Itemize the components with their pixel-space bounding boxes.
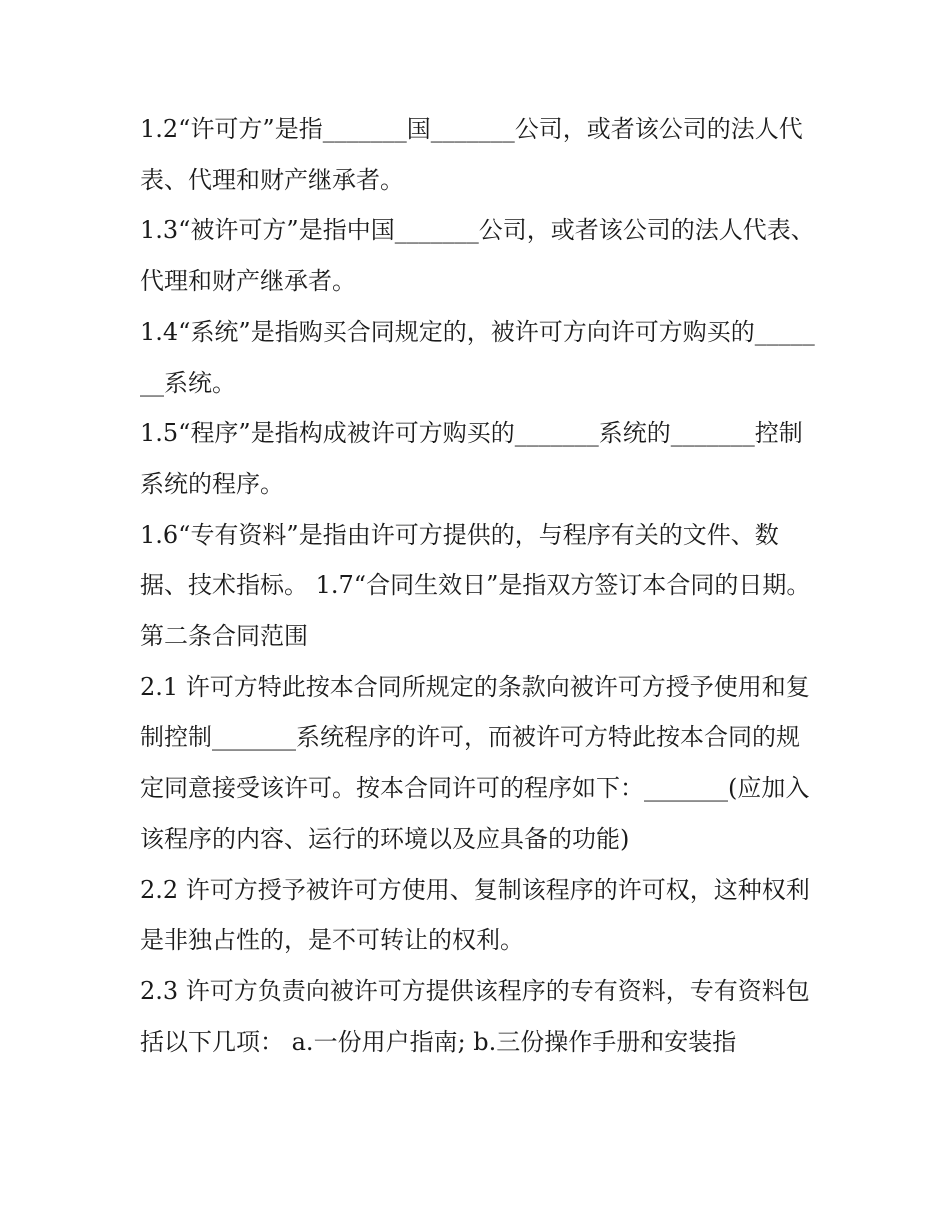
document-body — [140, 104, 820, 1067]
clause-1-2: 1.2“许可方”是指_______国_______公司，或者该公司的法人代表、代理和财产继承者。 — [140, 115, 803, 194]
clause-1-4: 1.4“系统”是指购买合同规定的，被许可方向许可方购买的_______系统。 — [140, 317, 815, 397]
clause-2-1: 2.1 许可方特此按本合同所规定的条款向被许可方授予使用和复制控制_______系统程序的许可，而被许可方特此按本合同的规定同意接受该许可。按本合同许可的程序如下：_______(应加入该程序的内容、运行的环境以及应具备的功能) — [140, 672, 810, 853]
clause-1-3: 1.3“被许可方”是指中国_______公司，或者该公司的法人代表、代理和财产继承者。 — [140, 216, 815, 296]
clause-1-5: 1.5“程序”是指构成被许可方购买的_______系统的_______控制系统的程序。 — [140, 419, 803, 498]
clause-2-2: 2.2 许可方授予被许可方使用、复制该程序的许可权，这种权利是非独占性的，是不可转让的权利。 — [140, 875, 810, 955]
clause-2-3: 2.3 许可方负责向被许可方提供该程序的专有资料，专有资料包括以下几项： a.一份用户指南; b.三份操作手册和安装指 — [140, 976, 810, 1056]
clause-1-6-1-7-section-2: 1.6“专有资料”是指由许可方提供的，与程序有关的文件、数据、技术指标。 1.7“合同生效日”是指双方签订本合同的日期。 第二条合同范围 — [140, 520, 811, 651]
